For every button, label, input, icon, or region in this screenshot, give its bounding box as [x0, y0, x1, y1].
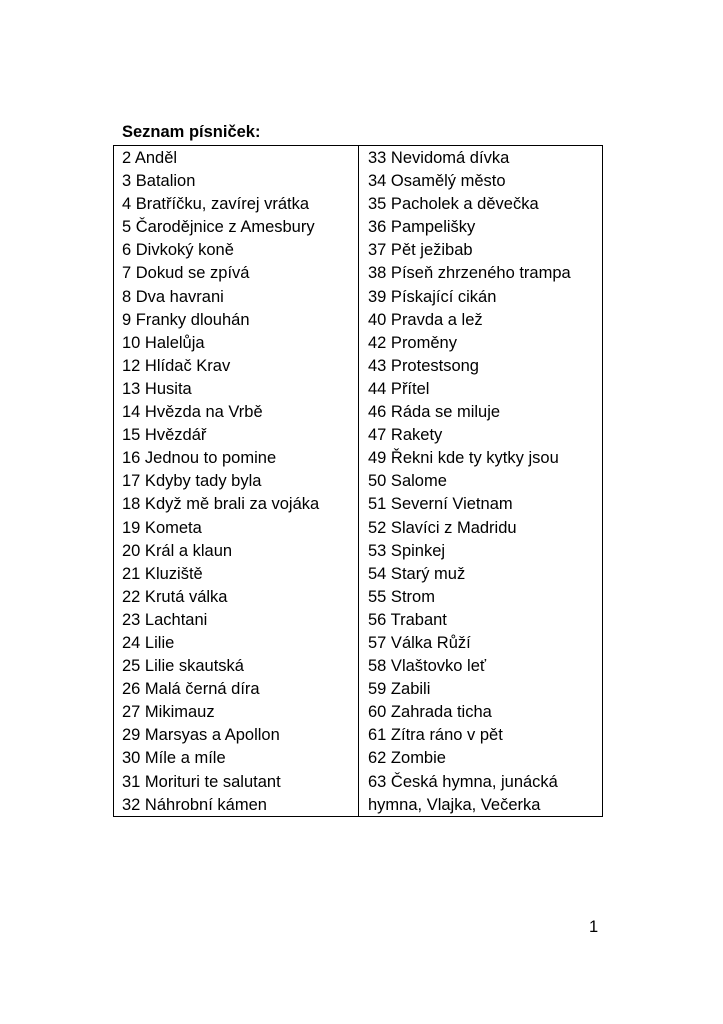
- song-list-item: 58 Vlaštovko leť: [368, 657, 487, 676]
- song-list-item: 35 Pacholek a děvečka: [368, 195, 539, 214]
- song-list-item: 6 Divkoký koně: [122, 241, 234, 260]
- page-number: 1: [589, 918, 599, 936]
- song-list-item: 39 Pískající cikán: [368, 287, 497, 306]
- song-list-item: 27 Mikimauz: [122, 703, 215, 722]
- song-list-item: 63 Česká hymna, junácká hymna, Vlajka, Večerka: [368, 772, 558, 814]
- song-list-item: 18 Když mě brali za vojáka: [122, 495, 320, 514]
- song-list-item: 9 Franky dlouhán: [122, 310, 250, 329]
- song-table: [113, 145, 603, 817]
- song-list-item: 47 Rakety: [368, 426, 443, 445]
- song-list-item: 40 Pravda a lež: [368, 310, 483, 329]
- song-list-item: 8 Dva havrani: [122, 287, 224, 306]
- song-list-item: 21 Kluziště: [122, 564, 203, 583]
- song-list-item: 38 Píseň zhrzeného trampa: [368, 264, 571, 283]
- song-list-item: 51 Severní Vietnam: [368, 495, 513, 514]
- song-list-item: 50 Salome: [368, 472, 447, 491]
- song-list-item: 10 Halelůja: [122, 333, 205, 352]
- song-list-item: 52 Slavíci z Madridu: [368, 518, 517, 537]
- song-list-item: 19 Kometa: [122, 518, 202, 537]
- song-list-item: 60 Zahrada ticha: [368, 703, 492, 722]
- song-list-item: 23 Lachtani: [122, 610, 208, 629]
- song-list-item: 56 Trabant: [368, 610, 447, 629]
- song-list-item: 3 Batalion: [122, 172, 196, 191]
- song-list-item: 22 Krutá válka: [122, 587, 228, 606]
- song-list-item: 2 Anděl: [122, 149, 178, 167]
- song-column-left: [114, 146, 359, 816]
- song-list-item: 34 Osamělý město: [368, 172, 506, 191]
- song-list-item: 29 Marsyas a Apollon: [122, 726, 280, 745]
- song-list-item: 55 Strom: [368, 587, 435, 606]
- song-list-item: 17 Kdyby tady byla: [122, 472, 262, 491]
- song-list-item: 15 Hvězdář: [122, 426, 207, 445]
- song-list-item: 42 Proměny: [368, 333, 457, 352]
- song-list-item: 44 Přítel: [368, 379, 430, 398]
- song-list-item: 24 Lilie: [122, 633, 175, 652]
- song-list-item: 26 Malá černá díra: [122, 680, 260, 699]
- song-list-item: 4 Bratříčku, zavírej vrátka: [122, 195, 310, 214]
- song-list-item: 43 Protestsong: [368, 356, 479, 375]
- song-list-item: 30 Míle a míle: [122, 749, 226, 768]
- song-list-item: 36 Pampelišky: [368, 218, 476, 237]
- song-list-item: 16 Jednou to pomine: [122, 449, 277, 468]
- song-list-item: 54 Starý muž: [368, 564, 466, 583]
- song-list-item: 7 Dokud se zpívá: [122, 264, 250, 283]
- song-list-right: [368, 147, 602, 817]
- song-list-item: 13 Husita: [122, 379, 192, 398]
- song-list-item: 20 Král a klaun: [122, 541, 233, 560]
- song-list-item: 32 Náhrobní kámen: [122, 795, 267, 814]
- song-list-item: 25 Lilie skautská: [122, 657, 244, 676]
- song-list-left: [122, 147, 358, 817]
- song-list-item: 46 Ráda se miluje: [368, 403, 501, 422]
- page-title: Seznam písniček:: [122, 123, 261, 141]
- song-list-item: 12 Hlídač Krav: [122, 356, 231, 375]
- song-list-item: 53 Spinkej: [368, 541, 446, 560]
- song-list-item: 31 Morituri te salutant: [122, 772, 281, 791]
- song-column-right: [359, 146, 602, 816]
- song-list-item: 5 Čarodějnice z Amesbury: [122, 218, 315, 237]
- song-list-item: 49 Řekni kde ty kytky jsou: [368, 449, 559, 468]
- song-list-item: 14 Hvězda na Vrbě: [122, 403, 263, 422]
- song-list-item: 62 Zombie: [368, 749, 446, 768]
- song-list-item: 33 Nevidomá dívka: [368, 149, 510, 167]
- song-list-item: 37 Pět ježibab: [368, 241, 473, 260]
- song-list-item: 61 Zítra ráno v pět: [368, 726, 503, 745]
- song-list-item: 59 Zabili: [368, 680, 431, 699]
- song-list-item: 57 Válka Růží: [368, 633, 471, 652]
